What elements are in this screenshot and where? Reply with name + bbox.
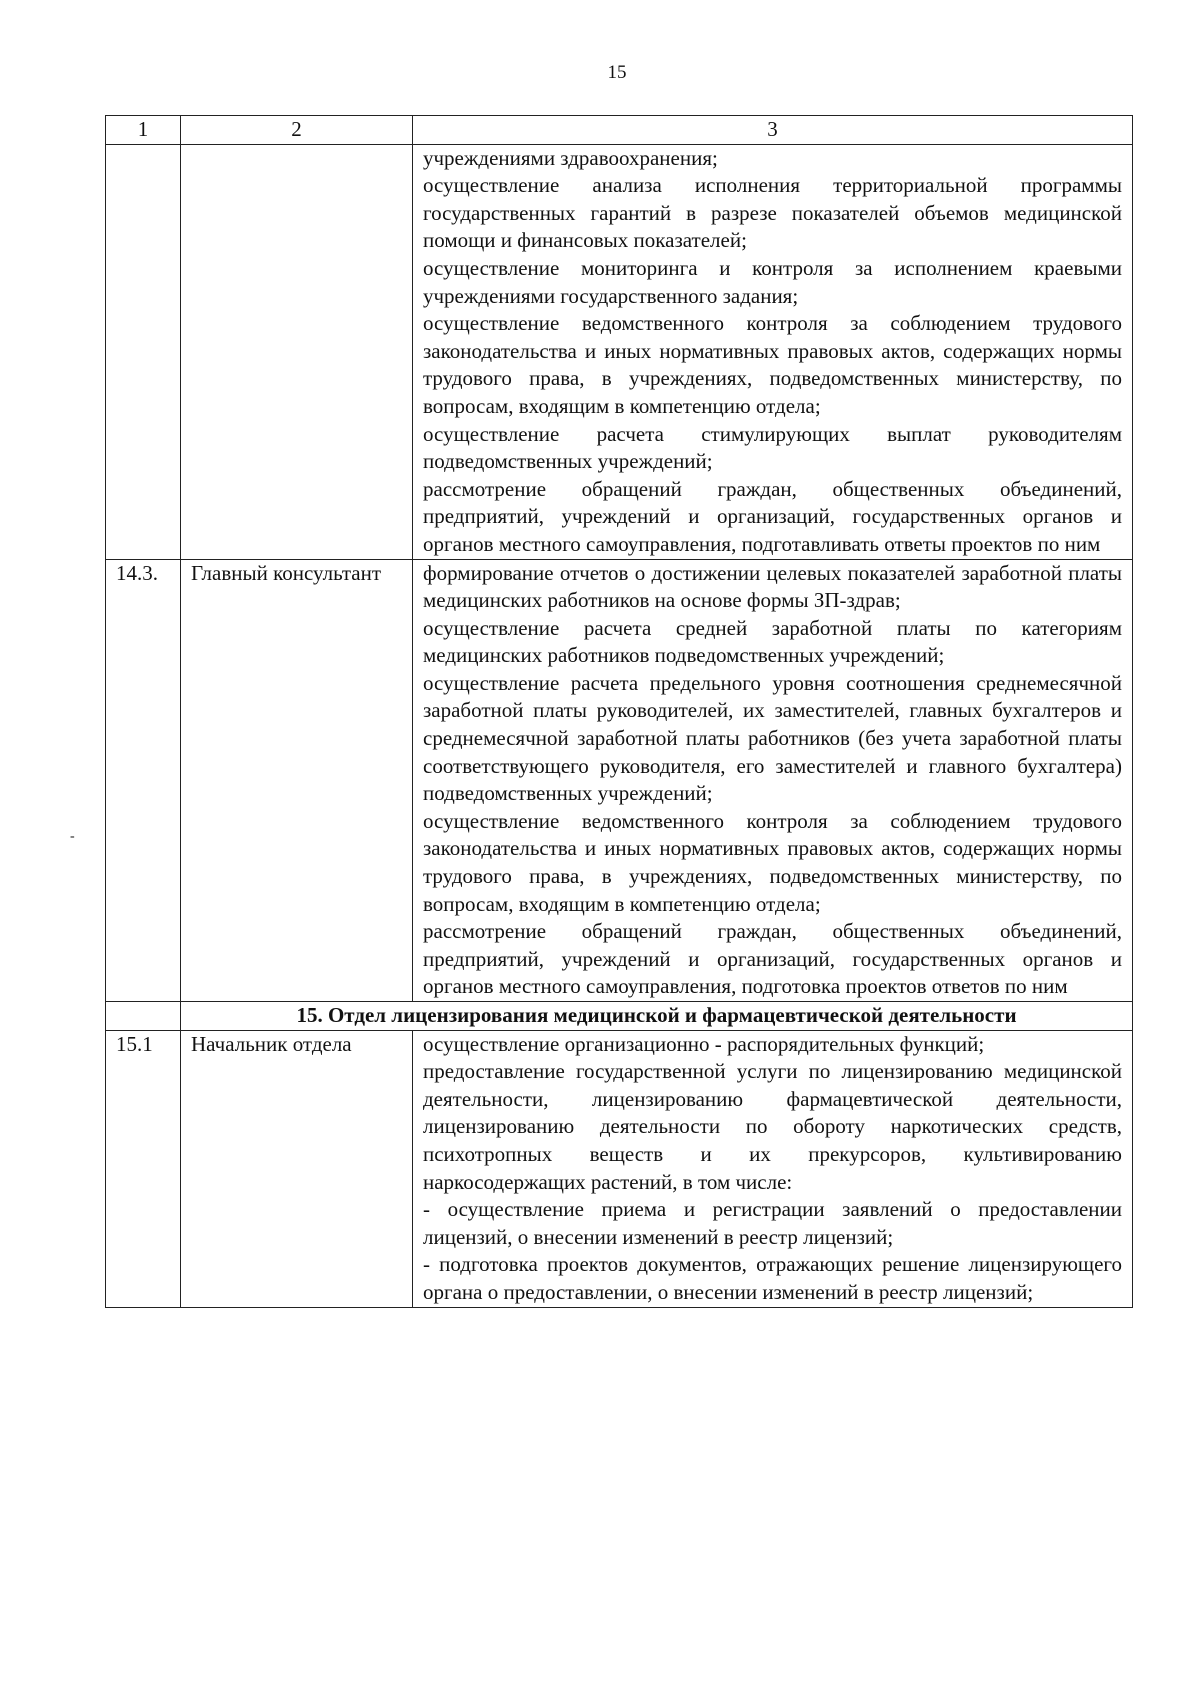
section-spacer xyxy=(106,1002,181,1031)
row-number: 15.1 xyxy=(106,1030,181,1307)
row-position: Главный консультант xyxy=(181,559,413,1002)
row-position xyxy=(181,144,413,559)
duty-item: осуществление расчета стимулирующих выплат руководителям подведомственных учреждений; xyxy=(423,421,1122,474)
duty-item: осуществление расчета предельного уровня соотношения среднемесячной заработной платы руководителей, их заместителей, главных бухгалтеров и среднемесячной заработной платы работников (без учета заработной платы соответствующего руководителя, его заместителей и главного бухгалтера) подведомственных учреждений; xyxy=(423,670,1122,806)
duty-item: осуществление ведомственного контроля за соблюдением трудового законодательства и иных нормативных правовых актов, содержащих нормы трудового права, в учреждениях, подведомственных министерству, по вопросам, входящим в компетенцию отдела; xyxy=(423,311,1122,418)
duty-item: осуществление ведомственного контроля за соблюдением трудового законодательства и иных нормативных правовых актов, содержащих нормы трудового права, в учреждениях, подведомственных министерству, по вопросам, входящим в компетенцию отдела; xyxy=(423,808,1122,916)
duties-table xyxy=(105,115,1133,1308)
row-duties xyxy=(413,144,1133,559)
section-title: 15. Отдел лицензирования медицинской и фармацевтической деятельности xyxy=(181,1002,1133,1031)
row-position: Начальник отдела xyxy=(181,1030,413,1307)
stray-mark: - xyxy=(70,829,75,844)
duty-item: осуществление мониторинга и контроля за исполнением краевыми учреждениями государственного задания; xyxy=(423,255,1122,308)
table-header-row xyxy=(106,116,1133,145)
duty-item: формирование отчетов о достижении целевых показателей заработной платы медицинских работников на основе формы ЗП-здрав; xyxy=(423,560,1122,613)
duty-item: - подготовка проектов документов, отражающих решение лицензирующего органа о предоставлении, о внесении изменений в реестр лицензий; xyxy=(423,1252,1122,1304)
duty-item: рассмотрение обращений граждан, общественных объединений, предприятий, учреждений и организаций, государственных органов и органов местного самоуправления, подготовка проектов ответов по ним xyxy=(423,919,1122,999)
row-number: 14.3. xyxy=(106,559,181,1002)
duty-item: осуществление анализа исполнения территориальной программы государственных гарантий в разрезе показателей объемов медицинской помощи и финансовых показателей; xyxy=(423,173,1122,253)
page-number: 15 xyxy=(607,62,627,83)
row-duties xyxy=(413,559,1133,1002)
table-row xyxy=(106,144,1133,559)
row-number xyxy=(106,144,181,559)
duty-item: - осуществление приема и регистрации заявлений о предоставлении лицензий, о внесении изменений в реестр лицензий; xyxy=(423,1197,1122,1249)
duty-item: осуществление расчета средней заработной платы по категориям медицинских работников подведомственных учреждений; xyxy=(423,615,1122,668)
header-col-2: 2 xyxy=(181,116,413,145)
duty-item: осуществление организационно - распорядительных функций; xyxy=(423,1031,985,1056)
duty-item: предоставление государственной услуги по лицензированию медицинской деятельности, лицензированию фармацевтической деятельности, лицензированию деятельности по обороту наркотических средств, психотропных веществ и их прекурсоров, культивированию наркосодержащих растений, в том числе: xyxy=(423,1059,1122,1194)
table-row xyxy=(106,1030,1133,1307)
duty-item: учреждениями здравоохранения; xyxy=(423,145,718,170)
table-row xyxy=(106,559,1133,1002)
header-col-1: 1 xyxy=(106,116,181,145)
header-col-3: 3 xyxy=(413,116,1133,145)
duty-item: рассмотрение обращений граждан, общественных объединений, предприятий, учреждений и организаций, государственных органов и органов местного самоуправления, подготавливать ответы проектов по ним xyxy=(423,476,1122,556)
row-duties xyxy=(413,1030,1133,1307)
section-row xyxy=(106,1002,1133,1031)
